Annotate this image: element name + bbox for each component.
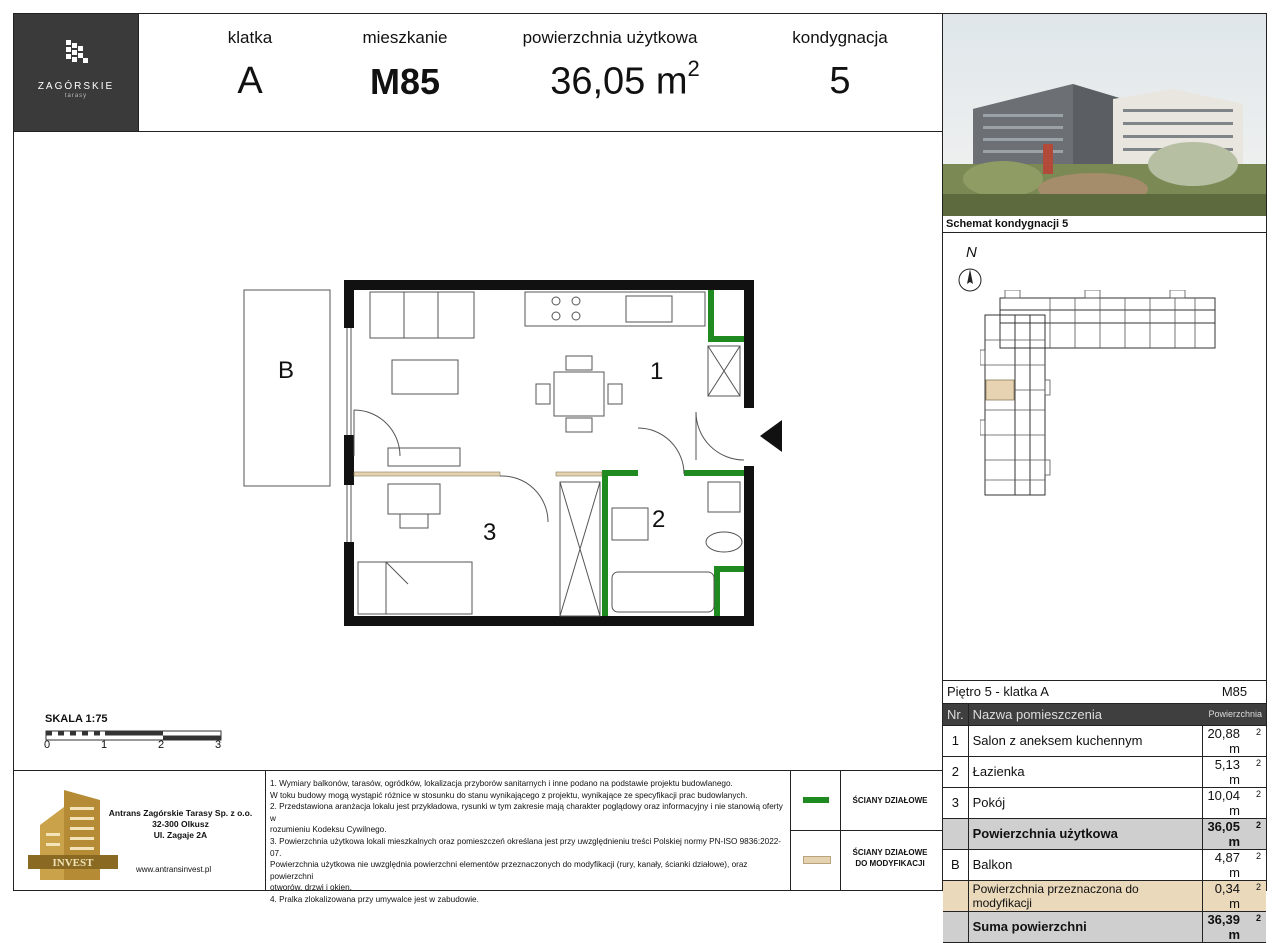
- note-line: 3. Powierzchnia użytkowa lokali mieszkalnych oraz pomieszczeń określana jest przy uwzględnieniu treści Polskiej normy PN-ISO 9836:2022-07.: [270, 836, 782, 858]
- balcony-value: 4,87 m 2: [1203, 849, 1266, 880]
- legend-partition-label: ŚCIANY DZIAŁOWE: [852, 796, 928, 805]
- row-nr-empty: [943, 911, 968, 942]
- legend-partition-swatch: [803, 797, 829, 803]
- row-value: 10,04 m 2: [1203, 787, 1266, 818]
- note-line: 2. Przedstawiona aranżacja lokalu jest przykładowa, rysunki w tym zakresie mają charakter poglądowy oraz informacyjny i nie stanowią oferty w: [270, 802, 783, 823]
- area-value: 36,05 $m^2$: [550, 56, 700, 103]
- scale-tick-0: 0: [44, 739, 51, 751]
- scale-tick-3: 3: [215, 739, 222, 751]
- kondygnacja-value: 5: [829, 60, 851, 102]
- footer-company-divider: [265, 770, 266, 890]
- col-name-header: Nazwa pomieszczenia: [968, 703, 1203, 725]
- modification-row: [943, 880, 1266, 911]
- row-name: Pokój: [968, 787, 1203, 818]
- row-nr: 3: [943, 787, 968, 818]
- table-header-row: [943, 703, 1266, 725]
- disclaimer-notes: [270, 778, 790, 906]
- footer-divider: [14, 770, 942, 771]
- schematic-title: Schemat kondygnacji 5: [946, 218, 1069, 230]
- mieszkanie-value: M85: [369, 61, 441, 102]
- area-label: powierzchnia użytkowa: [522, 28, 698, 47]
- company-city: 32-300 Olkusz: [152, 819, 209, 829]
- row-name: Łazienka: [968, 756, 1203, 787]
- scale-tick-2: 2: [158, 739, 165, 751]
- entrance-arrow-icon: [760, 420, 782, 452]
- note-line: W toku budowy mogą wystąpić różnice w stosunku do stanu wynikającego z projektu, wynikające ze specyfikacji prac budowlanych.: [270, 790, 748, 800]
- note-line: Powierzchnia użytkowa nie uwzględnia powierzchni elementów przeznaczonych do modyfikacji (rury, kanały, ścianki działowe), oraz powierzchni: [270, 860, 748, 881]
- floor-schematic: [980, 290, 1225, 500]
- note-line: rozumieniu Kodeksu Cywilnego.: [270, 825, 387, 835]
- table-unit-label: M85: [1203, 681, 1266, 703]
- table-row: [943, 787, 1266, 818]
- kondygnacja-label: kondygnacja: [792, 28, 888, 47]
- logo-divider: [138, 14, 139, 131]
- brand-logo-panel: [14, 14, 138, 131]
- modification-value: 0,34 m 2: [1203, 880, 1266, 911]
- sum-value: 36,39 m 2: [1203, 911, 1266, 942]
- company-address: [108, 808, 253, 841]
- balcony-label: B: [278, 357, 295, 384]
- legend-modifiable-label: ŚCIANY DZIAŁOWE DO MODYFIKACJI: [852, 848, 928, 868]
- usable-area-label: Powierzchnia użytkowa: [968, 818, 1203, 849]
- brand-name: ZAGÓRSKIE: [37, 81, 115, 92]
- usable-area-row: [943, 818, 1266, 849]
- room-3-label: 3: [483, 519, 497, 546]
- mieszkanie-label: mieszkanie: [362, 28, 448, 47]
- note-line: 1. Wymiary balkonów, tarasów, ogródków, lokalizacja przyborów sanitarnych i inne podano na podstawie projektu budowlanego.: [270, 779, 733, 788]
- usable-area-value: 36,05 m 2: [1203, 818, 1266, 849]
- company-name: Antrans Zagórskie Tarasy Sp. z o.o.: [108, 808, 253, 818]
- col-area-header: Powierzchnia: [1203, 703, 1266, 725]
- svg-text:INVEST: INVEST: [52, 857, 94, 869]
- row-nr: 2: [943, 756, 968, 787]
- scale-bar: [45, 730, 223, 742]
- table-row: [943, 725, 1266, 756]
- row-name: Salon z aneksem kuchennym: [968, 725, 1203, 756]
- schematic-divider: [943, 232, 1266, 233]
- company-street: Ul. Zagaje 2A: [153, 830, 208, 840]
- note-line: 4. Pralka zlokalizowana przy umywalce jest w zabudowie.: [270, 894, 479, 904]
- klatka-label: klatka: [227, 28, 273, 47]
- north-label: N: [966, 244, 977, 261]
- table-title-row: [943, 681, 1266, 703]
- row-nr-empty: [943, 880, 968, 911]
- area-table: [943, 681, 1266, 943]
- building-rendering-image: [943, 14, 1266, 216]
- brand-logo-icon: [66, 40, 88, 66]
- row-nr-empty: [943, 818, 968, 849]
- scale-label: SKALA 1:75: [45, 713, 108, 725]
- sum-label: Suma powierzchni: [968, 911, 1203, 942]
- highlighted-unit: [986, 380, 1014, 400]
- scale-tick-1: 1: [101, 739, 108, 751]
- table-floor-label: Piętro 5 - klatka A: [943, 681, 1203, 703]
- room-2-label: 2: [652, 506, 666, 533]
- room-1-label: 1: [650, 358, 664, 385]
- footer-legend-hline: [790, 830, 942, 831]
- sum-row: [943, 911, 1266, 942]
- modification-label: Powierzchnia przeznaczona do modyfikacji: [968, 880, 1203, 911]
- balcony-name: Balkon: [968, 849, 1203, 880]
- row-value: 20,88 m 2: [1203, 725, 1266, 756]
- balcony-row: [943, 849, 1266, 880]
- brand-subtitle: tarasy: [64, 93, 88, 99]
- header-divider: [14, 131, 942, 132]
- row-value: 5,13 m 2: [1203, 756, 1266, 787]
- legend-modifiable-swatch: [803, 856, 831, 864]
- col-nr-header: Nr.: [943, 703, 968, 725]
- note-line: otworów, drzwi i okien.: [270, 883, 352, 893]
- apartment-floor-plan: [230, 270, 790, 640]
- klatka-value: A: [237, 60, 263, 102]
- row-nr: 1: [943, 725, 968, 756]
- table-row: [943, 756, 1266, 787]
- balcony-nr: B: [943, 849, 968, 880]
- company-website-link[interactable]: www.antransinvest.pl: [136, 865, 212, 874]
